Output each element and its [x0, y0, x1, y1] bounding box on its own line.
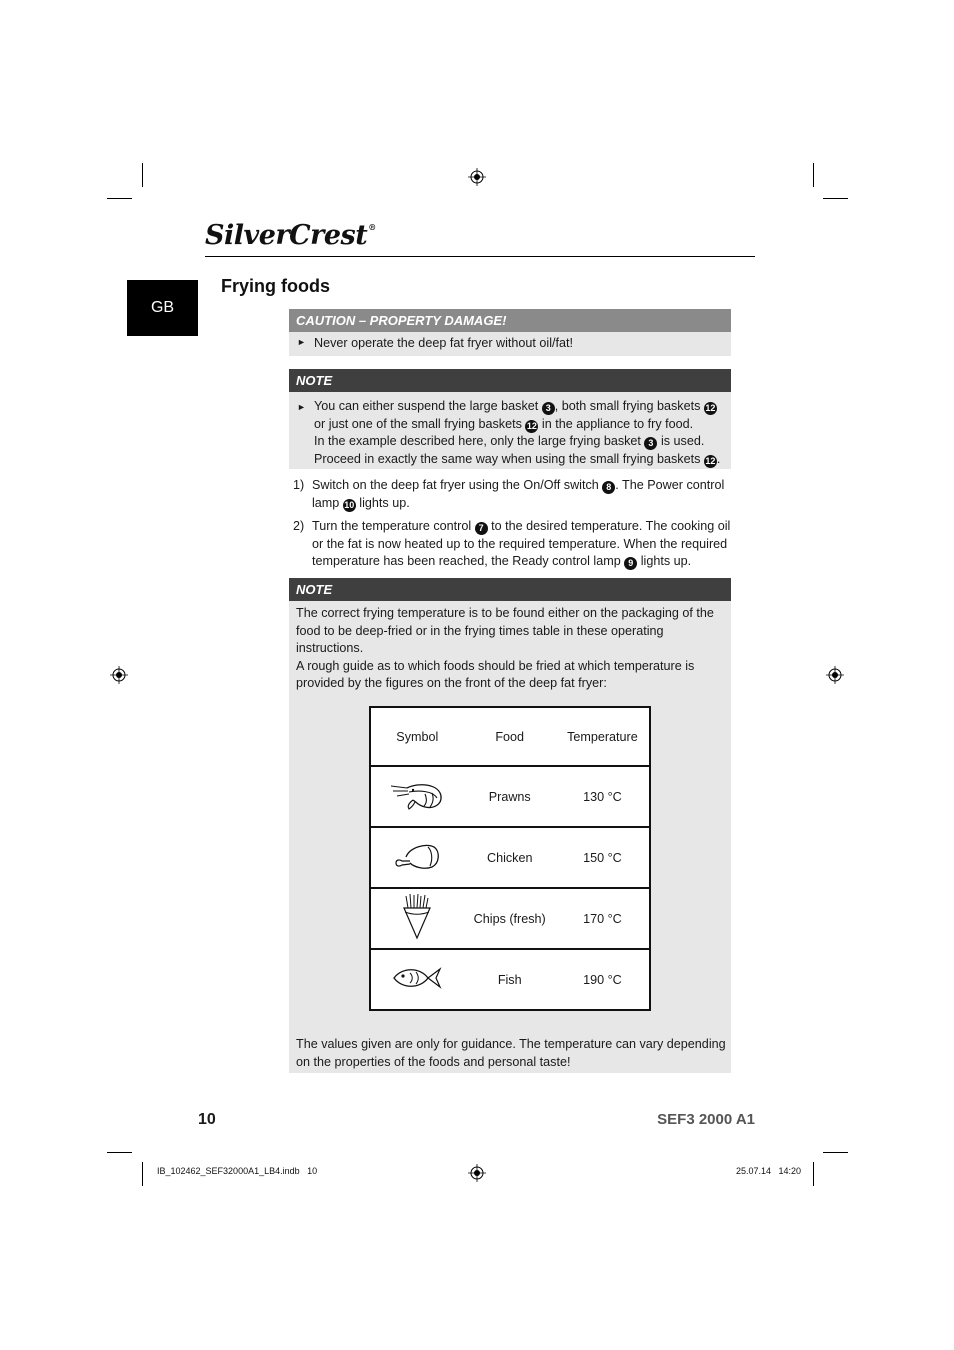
note-panel [289, 392, 731, 469]
ref-marker: 12 [705, 403, 716, 413]
ref-marker: 9 [624, 557, 637, 570]
ref-marker: 3 [644, 437, 657, 450]
symbol-cell [370, 888, 464, 949]
step-2: 2) Turn the temperature control 7 to the desired temperature. The cooking oil or the fat is now heated up to the required temperature. When the required temperature has been reached, the Ready control lamp 9 lights up. [293, 519, 731, 568]
crop-mark [823, 198, 848, 199]
chicken-icon [392, 839, 442, 873]
crop-mark [813, 1162, 814, 1186]
crop-mark [142, 163, 143, 187]
page-number: 10 [198, 1111, 216, 1128]
section-title: Frying foods [221, 276, 330, 296]
table-header-row [370, 707, 650, 766]
temperature-cell: 190 °C [583, 972, 622, 987]
prawn-icon [389, 778, 445, 812]
table-row [370, 766, 650, 827]
table-row [370, 888, 650, 949]
registration-mark-icon [468, 168, 486, 186]
caution-heading: CAUTION – PROPERTY DAMAGE! [289, 309, 731, 332]
caution-panel [289, 332, 731, 356]
fish-icon [390, 963, 444, 993]
header-rule [205, 256, 755, 257]
chips-icon [399, 892, 435, 942]
crop-mark [142, 1162, 143, 1186]
print-slug-file: IB_102462_SEF32000A1_LB4.indb 10 [157, 1166, 318, 1176]
column-header: Food [464, 707, 556, 766]
temperature-cell: 150 °C [556, 827, 650, 888]
model-number: SEF3 2000 A1 [657, 1111, 755, 1128]
symbol-cell [370, 827, 464, 888]
column-header: Symbol [370, 707, 464, 766]
note-paragraph: The values given are only for guidance. The temperature can vary depending on the properties of the foods and personal taste! [296, 1037, 726, 1069]
ref-marker: 7 [475, 522, 488, 535]
registration-mark-icon [468, 1164, 486, 1182]
food-cell: Fish [497, 972, 522, 987]
table-row [370, 827, 650, 888]
note-heading: NOTE [289, 369, 731, 392]
ref-marker: 3 [542, 402, 555, 415]
symbol-cell [370, 766, 464, 827]
food-cell: Chips (fresh) [464, 888, 556, 949]
step-1: 1) Switch on the deep fat fryer using the On/Off switch 8 . The Power control lamp 10 lights up. [293, 478, 725, 510]
symbol-cell [370, 949, 464, 1010]
registration-mark-icon [110, 666, 128, 684]
frying-table [369, 706, 651, 1011]
note-text: You can either suspend the large basket 3 , both small frying baskets 12 or just one of the small frying baskets 12 in the appliance to fry food. In the example described here, only the large frying basket 3 is used. Proceed in exactly the same way when using the small frying baskets 12 . [314, 399, 721, 466]
ref-marker: 12 [705, 455, 716, 466]
brand-logo [205, 220, 376, 251]
table-row [370, 949, 650, 1010]
note-heading: NOTE [289, 578, 731, 601]
note-paragraph: The correct frying temperature is to be found either on the packaging of the food to be deep-fried or in the frying times table in these operating instructions. A rough guide as to which foods should be fried at which temperature is provided by the figures on the front of the deep fat fryer: [296, 606, 714, 690]
bullet-arrow-icon: ► [297, 402, 306, 412]
registered-mark: ® [368, 222, 376, 232]
food-cell: Prawns [464, 766, 556, 827]
ref-marker: 8 [602, 481, 615, 494]
ref-marker: 12 [526, 420, 537, 431]
crop-mark [107, 1152, 132, 1153]
registration-mark-icon [826, 666, 844, 684]
temperature-cell: 130 °C [556, 766, 650, 827]
temperature-cell: 170 °C [556, 888, 650, 949]
language-tab: GB [127, 280, 198, 336]
crop-mark [107, 198, 132, 199]
bullet-arrow-icon: ► [297, 337, 306, 347]
ref-marker: 10 [344, 499, 355, 510]
brand-name-part1: Silver [205, 220, 290, 251]
column-header: Temperature [556, 707, 650, 766]
caution-item: Never operate the deep fat fryer without oil/fat! [314, 336, 574, 350]
crop-mark [823, 1152, 848, 1153]
crop-mark [813, 163, 814, 187]
print-slug-date: 25.07.14 14:20 [736, 1166, 802, 1176]
food-cell: Chicken [464, 827, 556, 888]
brand-name-part2: Crest [289, 220, 368, 251]
